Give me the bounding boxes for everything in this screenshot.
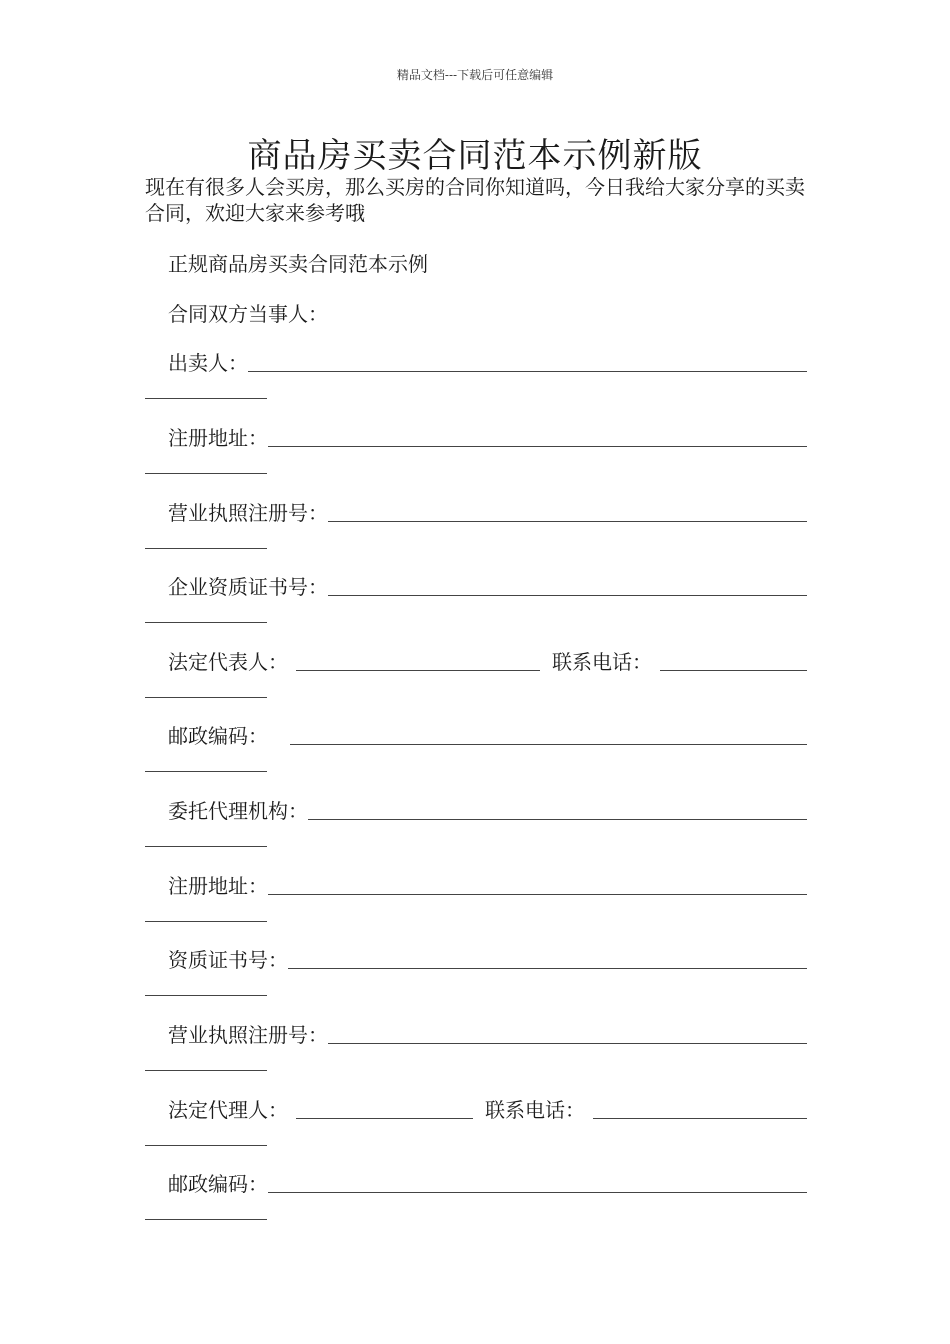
qualification-no-blank-continued[interactable] — [145, 622, 267, 623]
qualification-no-field — [145, 570, 807, 642]
agency-qualification-field — [145, 943, 807, 1015]
legal-agent-field — [145, 1093, 807, 1165]
agency-license-blank[interactable] — [328, 1043, 807, 1044]
seller-address-blank[interactable] — [268, 446, 807, 447]
license-no-blank[interactable] — [328, 521, 807, 522]
legal-rep-label: 法定代表人： — [168, 650, 288, 674]
agency-qualification-blank[interactable] — [288, 968, 807, 969]
agency-field — [145, 794, 807, 866]
agency-address-blank[interactable] — [268, 894, 807, 895]
legal-rep-blank-continued[interactable] — [145, 697, 267, 698]
agency-qualification-label: 资质证书号： — [168, 948, 288, 972]
seller-address-blank-continued[interactable] — [145, 473, 267, 474]
license-no-field — [145, 496, 807, 568]
seller-blank[interactable] — [248, 371, 807, 372]
postcode-label: 邮政编码： — [168, 724, 268, 748]
legal-agent-phone-blank[interactable] — [593, 1118, 807, 1119]
legal-rep-blank[interactable] — [296, 670, 540, 671]
seller-address-label: 注册地址： — [168, 426, 268, 450]
legal-rep-field — [145, 645, 807, 717]
seller-field — [145, 346, 807, 418]
postcode-blank-continued[interactable] — [145, 771, 267, 772]
legal-rep-phone-label: 联系电话： — [552, 650, 652, 674]
agency-label: 委托代理机构： — [168, 799, 308, 823]
agency-qualification-blank-continued[interactable] — [145, 995, 267, 996]
seller-address-field — [145, 421, 807, 493]
legal-agent-label: 法定代理人： — [168, 1098, 288, 1122]
agency-license-field — [145, 1018, 807, 1090]
document-title: 商品房买卖合同范本示例新版 — [247, 136, 703, 176]
agency-address-blank-continued[interactable] — [145, 921, 267, 922]
agency-license-label: 营业执照注册号： — [168, 1023, 328, 1047]
page-header: 精品文档---下载后可任意编辑 — [396, 68, 554, 82]
postcode-blank[interactable] — [290, 744, 807, 745]
seller-label: 出卖人： — [168, 351, 248, 375]
agency-blank[interactable] — [308, 819, 807, 820]
agency-address-label: 注册地址： — [168, 874, 268, 898]
parties-heading: 合同双方当事人： — [168, 302, 328, 326]
qualification-no-blank[interactable] — [328, 595, 807, 596]
license-no-blank-continued[interactable] — [145, 548, 267, 549]
contract-subtitle: 正规商品房买卖合同范本示例 — [168, 252, 428, 276]
agency-postcode-field — [145, 1167, 807, 1239]
qualification-no-label: 企业资质证书号： — [168, 575, 328, 599]
agency-postcode-blank[interactable] — [268, 1192, 807, 1193]
agency-postcode-label: 邮政编码： — [168, 1172, 268, 1196]
legal-agent-phone-label: 联系电话： — [485, 1098, 585, 1122]
agency-blank-continued[interactable] — [145, 846, 267, 847]
agency-postcode-blank-continued[interactable] — [145, 1219, 267, 1220]
agency-license-blank-continued[interactable] — [145, 1070, 267, 1071]
agency-address-field — [145, 869, 807, 941]
legal-agent-blank[interactable] — [296, 1118, 473, 1119]
intro-paragraph: 现在有很多人会买房，那么买房的合同你知道吗，今日我给大家分享的买卖合同，欢迎大家来参考哦 — [145, 175, 805, 225]
license-no-label: 营业执照注册号： — [168, 501, 328, 525]
seller-blank-continued[interactable] — [145, 398, 267, 399]
legal-rep-phone-blank[interactable] — [660, 670, 807, 671]
postcode-field — [145, 719, 807, 791]
legal-agent-blank-continued[interactable] — [145, 1145, 267, 1146]
